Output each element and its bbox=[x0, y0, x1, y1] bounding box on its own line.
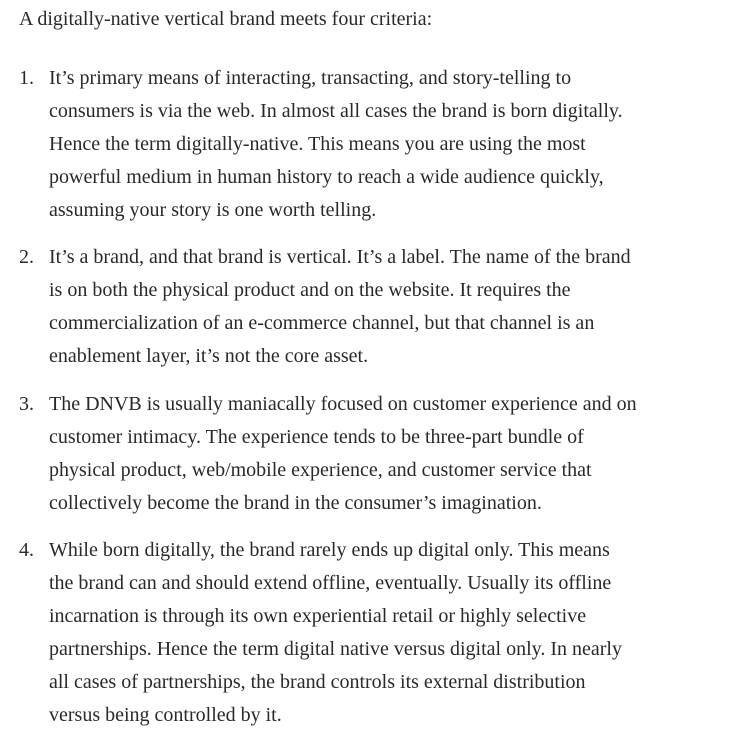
criteria-text bbox=[49, 388, 739, 520]
text-line: incarnation is through its own experiential retail or highly selective bbox=[49, 605, 587, 627]
text-line: consumers is via the web. In almost all cases the brand is born digitally. bbox=[49, 100, 623, 122]
text-line: versus being controlled by it. bbox=[49, 704, 282, 726]
text-line: physical product, web/mobile experience, and customer service that bbox=[49, 459, 592, 481]
text-line: customer intimacy. The experience tends to be three-part bundle of bbox=[49, 426, 584, 448]
text-line: partnerships. Hence the term digital native versus digital only. In nearly bbox=[49, 638, 622, 660]
text-line: collectively become the brand in the consumer’s imagination. bbox=[49, 492, 542, 514]
text-line: While born digitally, the brand rarely ends up digital only. This means bbox=[49, 539, 610, 561]
criteria-text bbox=[49, 241, 739, 373]
text-line: enablement layer, it’s not the core asset. bbox=[49, 345, 369, 367]
list-number: 4. bbox=[19, 539, 34, 561]
list-number: 3. bbox=[19, 393, 34, 415]
text-line: The DNVB is usually maniacally focused on customer experience and on bbox=[49, 393, 637, 415]
text-line: is on both the physical product and on the website. It requires the bbox=[49, 279, 571, 301]
text-line: all cases of partnerships, the brand controls its external distribution bbox=[49, 671, 586, 693]
text-line: powerful medium in human history to reach a wide audience quickly, bbox=[49, 166, 604, 188]
list-number: 1. bbox=[19, 67, 34, 89]
text-line: commercialization of an e-commerce channel, but that channel is an bbox=[49, 312, 595, 334]
list-number: 2. bbox=[19, 246, 34, 268]
text-line: It’s primary means of interacting, transacting, and story-telling to bbox=[49, 67, 572, 89]
text-line: Hence the term digitally-native. This means you are using the most bbox=[49, 133, 586, 155]
intro-paragraph: A digitally-native vertical brand meets four criteria: bbox=[19, 8, 433, 30]
criteria-text bbox=[49, 534, 739, 732]
text-line: assuming your story is one worth telling. bbox=[49, 199, 377, 221]
text-line: It’s a brand, and that brand is vertical. It’s a label. The name of the brand bbox=[49, 246, 631, 268]
text-line: the brand can and should extend offline, eventually. Usually its offline bbox=[49, 572, 612, 594]
criteria-text bbox=[49, 62, 739, 227]
